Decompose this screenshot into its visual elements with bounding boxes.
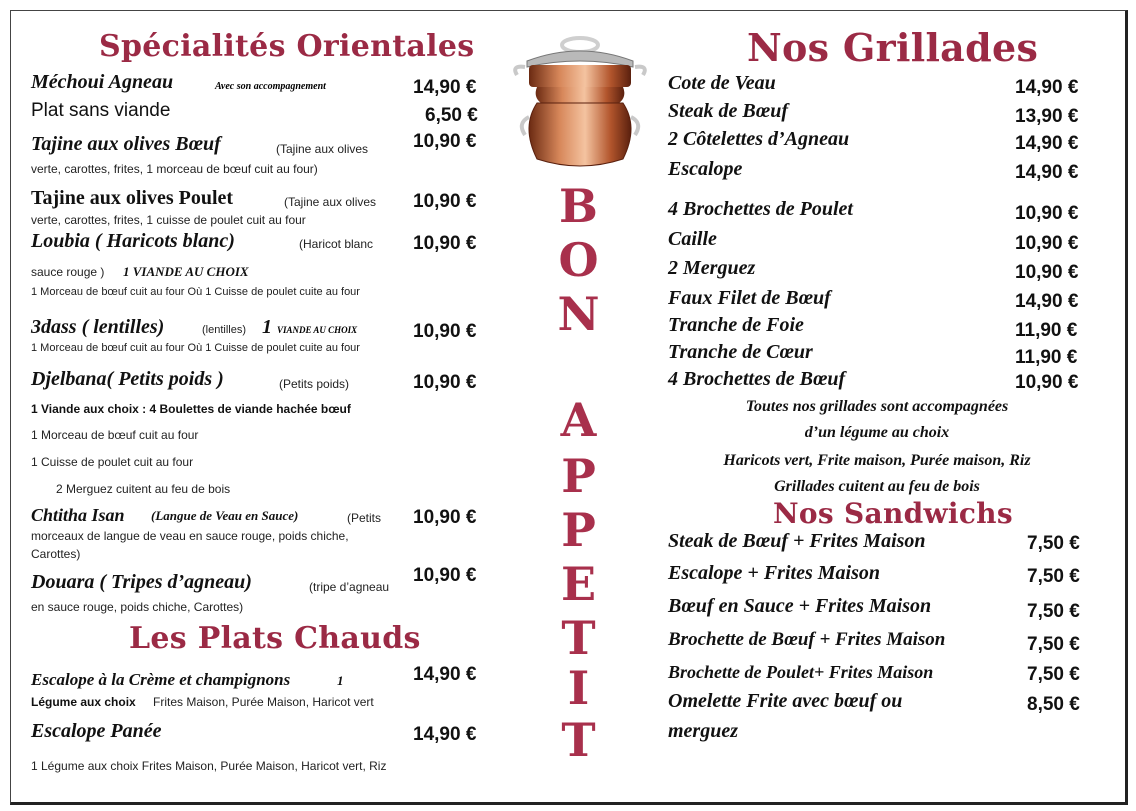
dish-name: 3dass ( lentilles) bbox=[31, 316, 165, 338]
dish-price: 10,90 € bbox=[413, 233, 477, 254]
grill-name: Tranche de Cœur bbox=[668, 341, 813, 363]
grill-note: Grillades cuitent au feu de bois bbox=[774, 478, 980, 495]
sandwich-name-line2: merguez bbox=[668, 720, 738, 742]
dish-description: 2 Merguez cuitent au feu de bois bbox=[56, 482, 231, 496]
banner-letter: P bbox=[561, 503, 596, 557]
grill-price: 14,90 € bbox=[1015, 162, 1079, 183]
dish-price: 10,90 € bbox=[413, 131, 477, 152]
dish-description: sauce rouge ) bbox=[31, 265, 105, 279]
dish-description: 1 Morceau de bœuf cuit au four Où 1 Cuisse de poulet cuite au four bbox=[31, 286, 360, 298]
dish-price: 10,90 € bbox=[413, 565, 477, 586]
dish-description: Frites Maison, Purée Maison, Haricot vert bbox=[153, 695, 374, 709]
section-title-grillades: Nos Grillades bbox=[747, 25, 1039, 70]
sandwich-price: 7,50 € bbox=[1027, 533, 1080, 554]
banner-letter: N bbox=[557, 287, 600, 341]
dish-description: (Tajine aux olives bbox=[276, 142, 369, 156]
grill-name: 4 Brochettes de Poulet bbox=[668, 198, 853, 220]
dish-description: (lentilles) bbox=[202, 324, 247, 336]
menu-page bbox=[10, 10, 1128, 805]
dish-description: (Petits poids) bbox=[279, 377, 350, 391]
dish-description: verte, carottes, frites, 1 morceau de bœuf cuit au four) bbox=[31, 162, 318, 176]
banner-letter: O bbox=[558, 233, 599, 287]
dish-name: Tajine aux olives Bœuf bbox=[31, 133, 221, 155]
dish-price: 14,90 € bbox=[413, 724, 477, 745]
sandwich-price: 7,50 € bbox=[1027, 634, 1080, 655]
dish-description: 1 bbox=[262, 316, 272, 338]
dish-description: 1 Viande aux choix : 4 Boulettes de viande hachée bœuf bbox=[31, 402, 351, 416]
section-title-orientales: Spécialités Orientales bbox=[99, 29, 475, 64]
dish-price: 10,90 € bbox=[413, 321, 477, 342]
dish-name: Méchoui Agneau bbox=[31, 71, 174, 93]
sandwich-name: Escalope + Frites Maison bbox=[668, 562, 880, 584]
sandwich-name: Steak de Bœuf + Frites Maison bbox=[668, 530, 926, 552]
dish-note: Avec son accompagnement bbox=[215, 81, 326, 92]
grill-price: 13,90 € bbox=[1015, 106, 1079, 127]
grill-name: Cote de Veau bbox=[668, 72, 776, 94]
grill-price: 14,90 € bbox=[1015, 291, 1079, 312]
dish-description: 1 VIANDE AU CHOIX bbox=[123, 264, 249, 279]
dish-price: 10,90 € bbox=[413, 191, 477, 212]
grill-price: 10,90 € bbox=[1015, 233, 1079, 254]
dish-name: Djelbana( Petits poids ) bbox=[31, 368, 224, 390]
dish-description: en sauce rouge, poids chiche, Carottes) bbox=[31, 600, 244, 614]
sandwich-price: 8,50 € bbox=[1027, 694, 1080, 715]
section-title-sandwichs: Nos Sandwichs bbox=[773, 497, 1013, 530]
grill-note: d’un légume au choix bbox=[804, 424, 950, 441]
grill-price: 10,90 € bbox=[1015, 203, 1079, 224]
grill-price: 11,90 € bbox=[1015, 347, 1078, 368]
dish-description: (tripe d’agneau bbox=[309, 580, 390, 594]
grill-price: 10,90 € bbox=[1015, 262, 1079, 283]
dish-price: 14,90 € bbox=[413, 77, 477, 98]
dish-description: VIANDE AU CHOIX bbox=[277, 325, 358, 335]
grill-name: Caille bbox=[668, 228, 717, 250]
dish-price: 6,50 € bbox=[425, 105, 478, 126]
dish-name: Chtitha Isan bbox=[31, 505, 125, 525]
grill-name: Faux Filet de Bœuf bbox=[668, 287, 831, 309]
banner-letter: E bbox=[560, 557, 597, 611]
dish-description: verte, carottes, frites, 1 cuisse de poulet cuit au four bbox=[31, 213, 306, 227]
grill-price: 14,90 € bbox=[1015, 133, 1079, 154]
dish-price: 10,90 € bbox=[413, 507, 477, 528]
dish-name: Douara ( Tripes d’agneau) bbox=[31, 571, 252, 593]
banner-letter: B bbox=[559, 179, 598, 233]
grill-name: 2 Merguez bbox=[668, 257, 756, 279]
grill-name: 2 Côtelettes d’Agneau bbox=[668, 128, 850, 150]
grill-note: Toutes nos grillades sont accompagnées bbox=[745, 398, 1009, 415]
sandwich-name: Brochette de Poulet+ Frites Maison bbox=[668, 662, 934, 682]
grill-price: 14,90 € bbox=[1015, 77, 1079, 98]
dish-name: Escalope à la Crème et champignons bbox=[31, 670, 291, 689]
dish-name: Tajine aux olives Poulet bbox=[31, 187, 234, 209]
grill-note: Haricots vert, Frite maison, Purée maison, Riz bbox=[723, 452, 1031, 469]
dish-description: 1 Morceau de bœuf cuit au four bbox=[31, 428, 199, 442]
dish-description: (Petits morceaux de langue de veau en sauce rouge, poids chiche, Carottes) bbox=[31, 511, 382, 561]
banner-letter: T bbox=[561, 611, 596, 665]
sandwich-price: 7,50 € bbox=[1027, 566, 1080, 587]
dish-description: (Tajine aux olives bbox=[284, 195, 377, 209]
banner-letter: I bbox=[567, 661, 590, 715]
dish-description: 1 Légume aux choix Frites Maison, Purée Maison, Haricot vert, Riz bbox=[31, 759, 387, 773]
dish-name: Plat sans viande bbox=[31, 100, 171, 121]
grill-name: Steak de Bœuf bbox=[668, 100, 788, 122]
copper-pot-icon bbox=[507, 31, 653, 173]
dish-name: Loubia ( Haricots blanc) bbox=[31, 230, 235, 252]
dish-description: 1 Morceau de bœuf cuit au four Où 1 Cuisse de poulet cuite au four bbox=[31, 342, 360, 354]
banner-letter: A bbox=[560, 393, 597, 447]
section-title-chauds: Les Plats Chauds bbox=[129, 621, 421, 656]
sandwich-name: Omelette Frite avec bœuf ou bbox=[668, 690, 903, 712]
grill-price: 10,90 € bbox=[1015, 372, 1079, 393]
dish-name: Escalope Panée bbox=[31, 720, 162, 742]
dish-price: 10,90 € bbox=[413, 372, 477, 393]
grill-price: 11,90 € bbox=[1015, 320, 1078, 341]
dish-description: (Langue de Veau en Sauce) bbox=[151, 508, 299, 523]
dish-description: 1 Cuisse de poulet cuit au four bbox=[31, 455, 194, 469]
dish-description: Légume aux choix bbox=[31, 695, 136, 709]
sandwich-price: 7,50 € bbox=[1027, 601, 1080, 622]
grill-name: Escalope bbox=[668, 158, 743, 180]
grill-name: Tranche de Foie bbox=[668, 314, 804, 336]
dish-price: 14,90 € bbox=[413, 664, 477, 685]
banner-letter: P bbox=[561, 449, 596, 503]
dish-description: (Haricot blanc bbox=[299, 237, 374, 251]
grill-name: 4 Brochettes de Bœuf bbox=[668, 368, 846, 390]
sandwich-name: Brochette de Bœuf + Frites Maison bbox=[668, 629, 946, 650]
sandwich-price: 7,50 € bbox=[1027, 664, 1080, 685]
dish-description: 1 bbox=[337, 673, 344, 688]
sandwich-name: Bœuf en Sauce + Frites Maison bbox=[668, 595, 932, 617]
banner-letter: T bbox=[561, 713, 596, 767]
